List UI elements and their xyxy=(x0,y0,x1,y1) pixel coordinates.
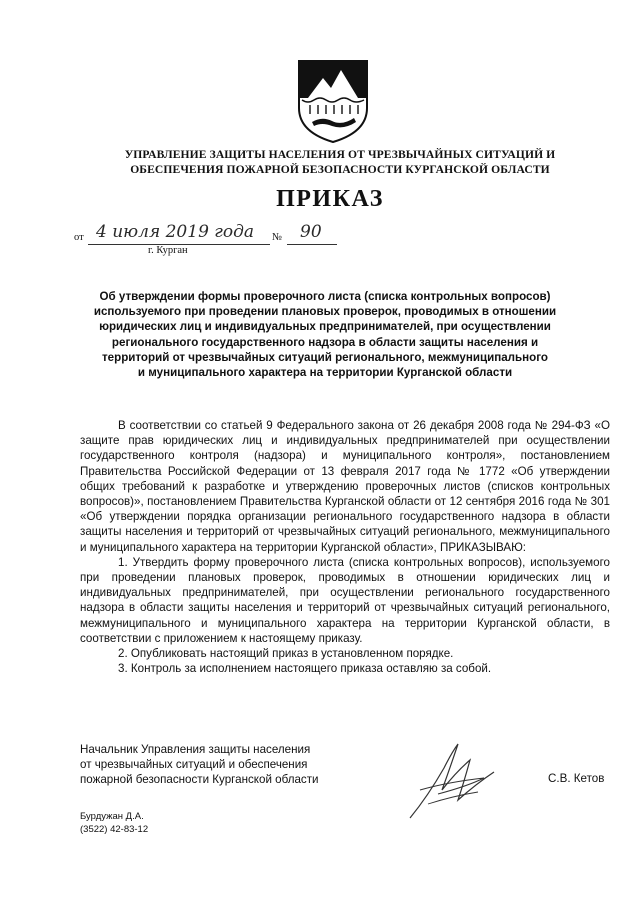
signer-position-line: Начальник Управления защиты населения xyxy=(80,743,311,756)
signer-position-line: от чрезвычайных ситуаций и обеспечения xyxy=(80,758,308,772)
coat-of-arms-emblem xyxy=(296,58,370,144)
organization-name xyxy=(60,147,620,177)
order-item-1: 1. Утвердить форму проверочного листа (списка контрольных вопросов), используемого при проведении плановых проверок, проводимых в отношении юридических лиц и индивидуальных предпринимателей, при осуществлении регионального государственного надзора в области защиты населения и территорий от чрезвычайных ситуаций регионального, межмуниципального и муниципального характера на территории Курганской области, в соответствии с приложением к настоящему приказу. xyxy=(80,555,610,645)
order-body xyxy=(80,418,610,676)
preamble-paragraph: В соответствии со статьей 9 Федерального закона от 26 декабря 2008 года № 294-ФЗ «О защите прав юридических лиц и индивидуальных предпринимателей при осуществлении государственного контроля (надзора) и муниципального контроля», постановлением Правительства Российской Федерации от 13 февраля 2017 года № 1772 «Об утверждении общих требований к разработке и утверждению проверочных листов (списков контрольных вопросов)», постановлением Правительства Курганской области от 12 сентября 2016 года № 301 «Об утверждении порядка организации регионального государственного надзора в области защиты населения и территорий от чрезвычайных ситуаций регионального, межмуниципального и муниципального характера на территории Курганской области», ПРИКАЗЫВАЮ: xyxy=(80,419,610,554)
city: г. Курган xyxy=(148,245,188,256)
document-type-title: ПРИКАЗ xyxy=(276,186,384,212)
org-line-1: УПРАВЛЕНИЕ ЗАЩИТЫ НАСЕЛЕНИЯ ОТ ЧРЕЗВЫЧАЙНЫХ СИТУАЦИЙ И xyxy=(124,148,556,161)
org-line-2: ОБЕСПЕЧЕНИЯ ПОЖАРНОЙ БЕЗОПАСНОСТИ КУРГАНСКОЙ ОБЛАСТИ xyxy=(130,163,550,176)
executor-phone: (3522) 42-83-12 xyxy=(80,824,149,835)
subject-line: юридических лиц и индивидуальных предпринимателей, при осуществлении xyxy=(99,320,551,334)
signer-position xyxy=(80,742,380,788)
number-underline xyxy=(287,244,337,245)
date-handwritten: 4 июля 2019 года xyxy=(96,222,255,242)
subject-line: Об утверждении формы проверочного листа (списка контрольных вопросов) xyxy=(99,290,551,303)
subject-line: и муниципального характера на территории Курганской области xyxy=(137,366,513,380)
order-item-3: 3. Контроль за исполнением настоящего приказа оставляю за собой. xyxy=(118,662,492,676)
subject-line: регионального государственного надзора в области защиты населения и xyxy=(111,335,539,349)
date-prefix: от xyxy=(74,232,84,243)
number-prefix: № xyxy=(272,232,283,243)
subject-line: территорий от чрезвычайных ситуаций регионального, межмуниципального xyxy=(101,350,549,364)
subject-line: используемого при проведении плановых проверок, проводимых в отношении xyxy=(93,305,557,319)
signer-name: С.В. Кетов xyxy=(548,772,605,785)
number-handwritten: 90 xyxy=(300,222,322,242)
order-item-2: 2. Опубликовать настоящий приказ в установленном порядке. xyxy=(118,647,454,661)
executor-name: Бурдужан Д.А. xyxy=(80,811,144,822)
executor-info xyxy=(80,810,148,836)
handwritten-signature xyxy=(398,738,508,828)
order-subject xyxy=(80,289,570,380)
signer-position-line: пожарной безопасности Курганской области xyxy=(80,773,319,787)
